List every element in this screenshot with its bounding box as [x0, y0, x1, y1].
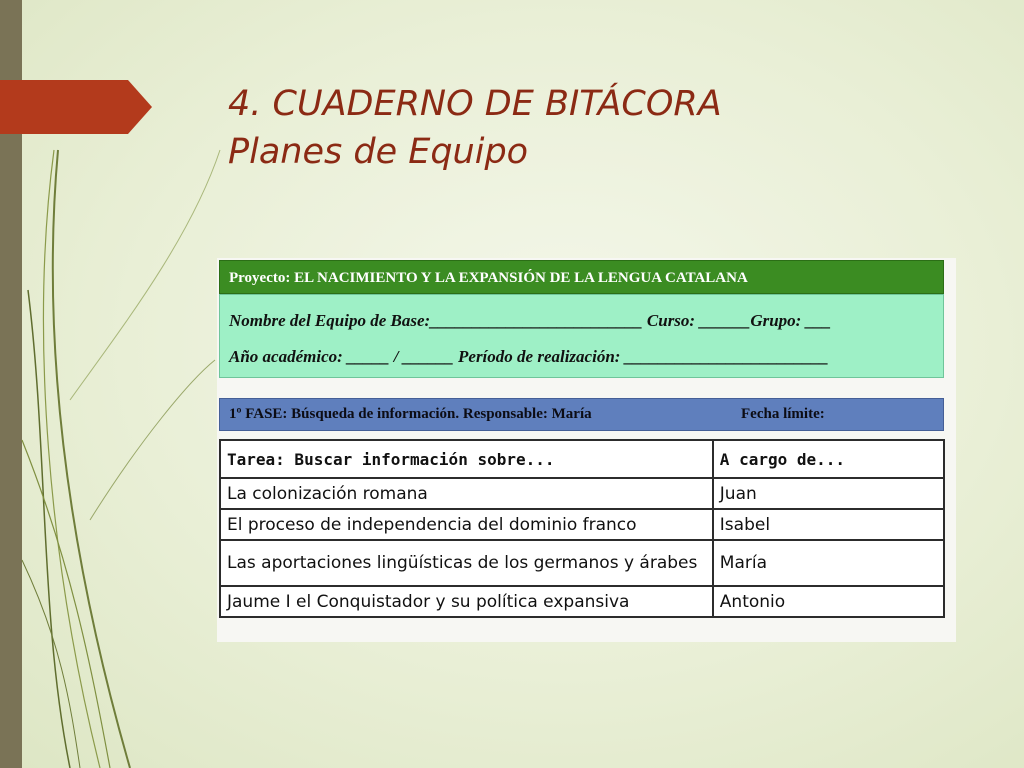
column-header-assignee: A cargo de...: [713, 440, 944, 478]
table-row: [220, 586, 944, 617]
table-row: [220, 540, 944, 586]
project-label: Proyecto:: [229, 270, 291, 286]
phase-label: 1º FASE: Búsqueda de información. Responsable: María: [229, 406, 592, 422]
assignee-cell: Juan: [713, 478, 944, 509]
team-plan-sheet: [217, 258, 956, 642]
column-header-task: Tarea: Buscar información sobre...: [220, 440, 713, 478]
assignee-cell: Antonio: [713, 586, 944, 617]
slide-title-line-2: Planes de Equipo: [228, 132, 529, 172]
assignee-cell: María: [713, 540, 944, 586]
project-header: [219, 260, 944, 294]
task-table: [219, 439, 945, 618]
year-period-line: Año académico: _____ / ______ Período de realización: ________________________: [229, 347, 829, 366]
task-cell: El proceso de independencia del dominio franco: [220, 509, 713, 540]
title-arrow-icon: [0, 80, 152, 134]
task-cell: Las aportaciones lingüísticas de los germanos y árabes: [220, 540, 713, 586]
slide-title-line-1: 4. CUADERNO DE BITÁCORA: [228, 84, 722, 124]
phase-header: [219, 398, 944, 431]
slide-title: [228, 80, 722, 176]
task-cell: La colonización romana: [220, 478, 713, 509]
project-details: [219, 294, 944, 378]
team-course-group-line: Nombre del Equipo de Base:_________________________ Curso: ______Grupo: ___: [229, 311, 832, 330]
task-cell: Jaume I el Conquistador y su política expansiva: [220, 586, 713, 617]
assignee-cell: Isabel: [713, 509, 944, 540]
deadline-label: Fecha límite:: [741, 406, 825, 422]
project-title: EL NACIMIENTO Y LA EXPANSIÓN DE LA LENGUA CATALANA: [294, 270, 748, 286]
table-row: [220, 509, 944, 540]
table-row: [220, 478, 944, 509]
table-header-row: [220, 440, 944, 478]
